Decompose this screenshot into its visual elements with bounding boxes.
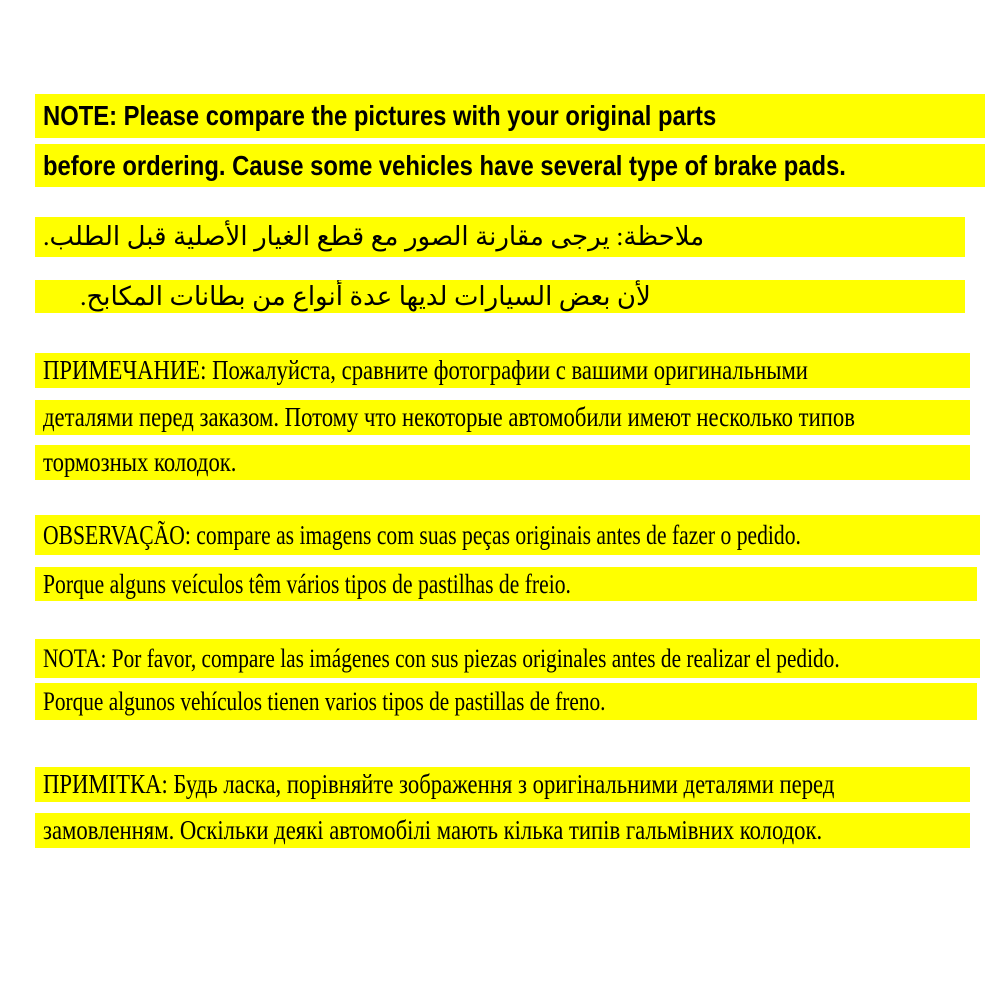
notice-line-ukrainian-1 bbox=[35, 767, 970, 802]
notice-text-russian-3: тормозных колодок. bbox=[43, 447, 237, 477]
notice-text-russian-1: ПРИМЕЧАНИЕ: Пожалуйста, сравните фотографии с вашими оригинальными bbox=[43, 355, 808, 385]
notice-line-spanish-1 bbox=[35, 639, 980, 678]
notice-line-portuguese-2 bbox=[35, 567, 977, 601]
notice-text-portuguese-1: OBSERVAÇÃO: compare as imagens com suas peças originais antes de fazer o pedido. bbox=[43, 519, 801, 550]
notice-line-english-1 bbox=[35, 94, 985, 138]
notice-text-russian-2: деталями перед заказом. Потому что некоторые автомобили имеют несколько типов bbox=[43, 402, 855, 432]
notice-line-spanish-2 bbox=[35, 683, 977, 720]
notice-text-portuguese-2: Porque alguns veículos têm vários tipos de pastilhas de freio. bbox=[43, 568, 571, 599]
notice-text-spanish-1: NOTA: Por favor, compare las imágenes con sus piezas originales antes de realizar el pedido. bbox=[43, 643, 840, 673]
notice-line-russian-1 bbox=[35, 353, 970, 388]
notice-line-arabic-1 bbox=[35, 217, 965, 257]
notice-text-ukrainian-1: ПРИМІТКА: Будь ласка, порівняйте зображення з оригінальними деталями перед bbox=[43, 769, 835, 799]
notice-text-spanish-2: Porque algunos vehículos tienen varios tipos de pastillas de freno. bbox=[43, 686, 606, 716]
notice-line-english-2 bbox=[35, 144, 985, 187]
notice-line-russian-2 bbox=[35, 400, 970, 435]
notice-line-arabic-2 bbox=[35, 280, 965, 313]
notice-text-ukrainian-2: замовленням. Оскільки деякі автомобілі мають кілька типів гальмівних колодок. bbox=[43, 815, 823, 845]
notice-line-russian-3 bbox=[35, 445, 970, 480]
notice-text-english-1: NOTE: Please compare the pictures with your original parts bbox=[43, 100, 717, 131]
notice-text-arabic-2: لأن بعض السيارات لديها عدة أنواع من بطانات المكابح. bbox=[80, 281, 651, 311]
notice-text-english-2: before ordering. Cause some vehicles have several type of brake pads. bbox=[43, 149, 846, 181]
notice-text-arabic-1: ملاحظة: يرجى مقارنة الصور مع قطع الغيار الأصلية قبل الطلب. bbox=[43, 222, 705, 251]
notice-line-portuguese-1 bbox=[35, 515, 980, 555]
notice-line-ukrainian-2 bbox=[35, 813, 970, 848]
